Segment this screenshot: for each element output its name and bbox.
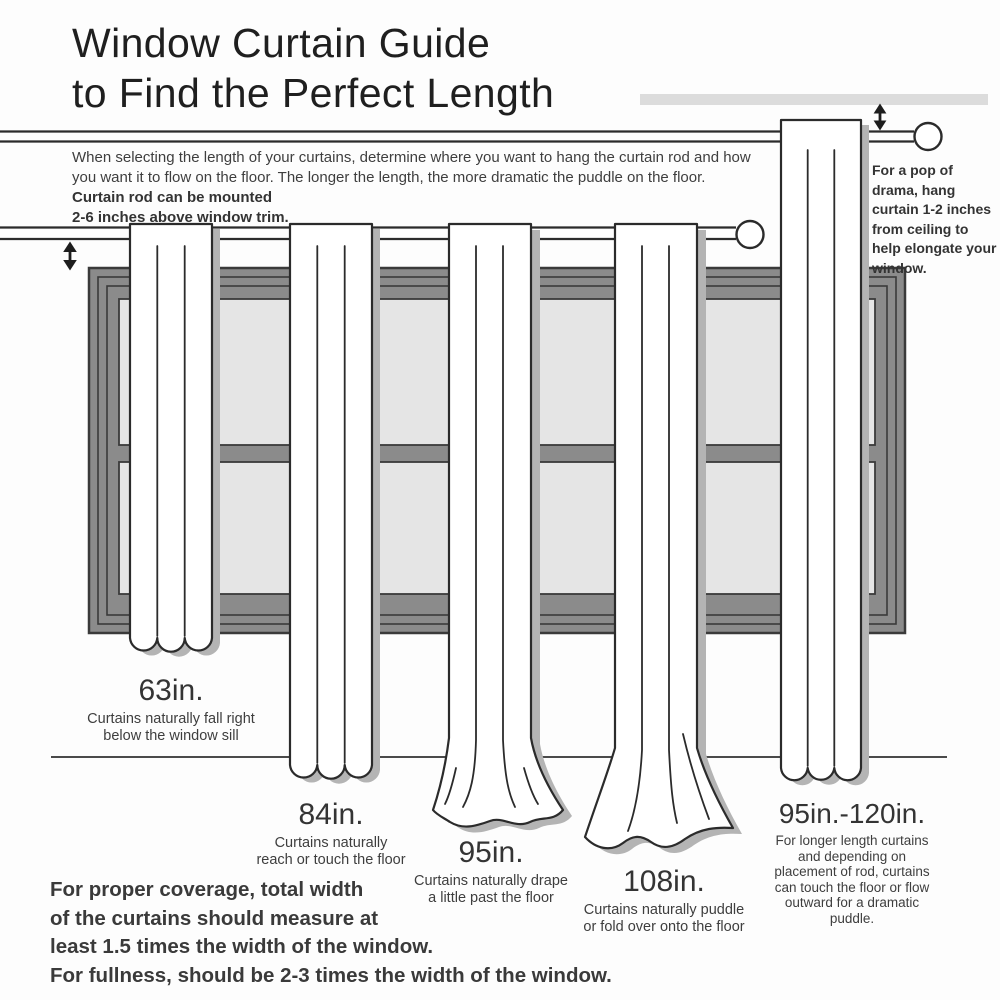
curtain-95-120in — [781, 120, 869, 785]
length-95-120in: 95in.-120in. — [778, 798, 926, 829]
rod-height-arrow-icon — [63, 242, 77, 271]
coverage-footnote — [50, 876, 612, 990]
coverage-footnote-line4: For fullness, should be 2-3 times the width of the window. — [50, 963, 612, 987]
coverage-footnote-line1: For proper coverage, total width — [50, 878, 364, 901]
ceiling-drama-note: For a pop of drama, hang curtain 1-2 inches from ceiling to help elongate your window. — [872, 162, 997, 276]
rod-mount-note-line2: 2-6 inches above window trim. — [72, 209, 289, 226]
label-63in — [82, 674, 260, 744]
page-title — [72, 18, 554, 118]
label-95-120in — [773, 798, 931, 926]
rod-mount-note — [72, 188, 289, 228]
description-108in: Curtains naturally puddle or fold over onto the floor — [583, 902, 745, 935]
description-95in: Curtains naturally drape a little past the floor — [414, 873, 568, 906]
label-84in — [255, 798, 407, 868]
ceiling-line — [640, 94, 988, 105]
length-95in: 95in. — [458, 836, 524, 869]
description-84in: Curtains naturally reach or touch the floor — [256, 835, 406, 868]
page-title-line2: to Find the Perfect Length — [72, 70, 555, 116]
ceiling-gap-arrow-icon — [874, 104, 887, 131]
intro-paragraph: When selecting the length of your curtains, determine where you want to hang the curtain rod and how you want it to flow on the floor. The longer the length, the more dramatic the puddle on the floor. — [72, 149, 751, 186]
length-63in: 63in. — [138, 674, 204, 707]
length-84in: 84in. — [298, 798, 364, 831]
coverage-footnote-line3: least 1.5 times the width of the window. — [50, 935, 434, 958]
description-95-120in: For longer length curtains and depending on placement of rod, curtains can touch the floor or flow outward for a dramatic puddle. — [774, 833, 930, 926]
rod-mount-note-line1: Curtain rod can be mounted — [72, 189, 273, 206]
curtain-63in — [130, 224, 220, 657]
ceiling-rod-finial — [915, 123, 942, 150]
page-title-line1: Window Curtain Guide — [72, 20, 491, 66]
description-63in: Curtains naturally fall right below the window sill — [87, 711, 255, 744]
length-108in: 108in. — [623, 865, 705, 898]
coverage-footnote-line2: of the curtains should measure at — [50, 906, 379, 930]
curtain-84in — [290, 224, 380, 784]
window-rod-finial — [737, 221, 764, 248]
